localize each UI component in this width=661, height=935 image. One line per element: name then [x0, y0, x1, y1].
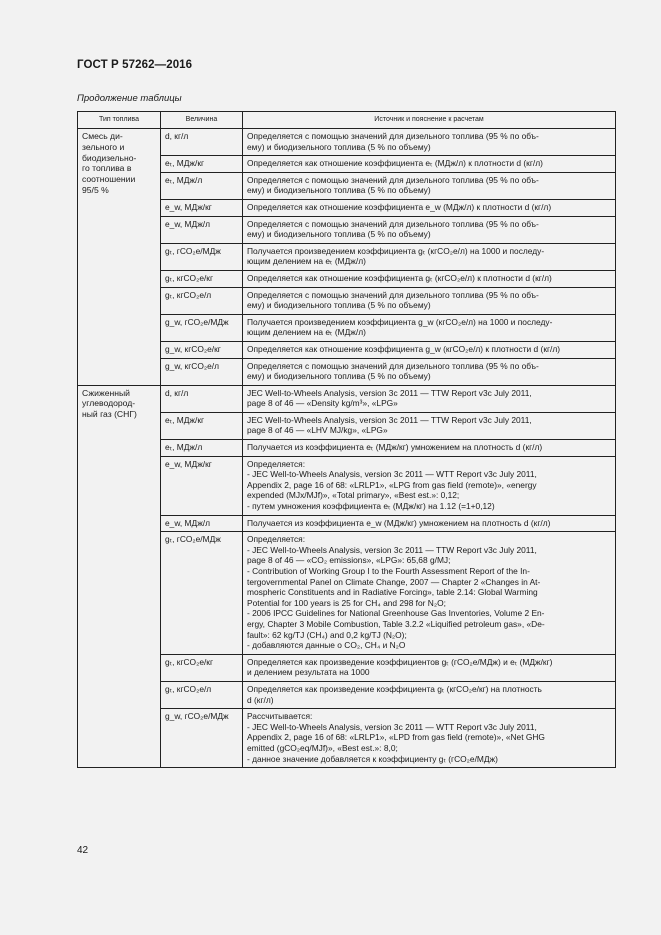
source-cell — [243, 654, 616, 681]
source-line: Appendix 2, page 16 of 68: «LRLP1», «LPG from gas field (remote)», «energy — [247, 479, 537, 490]
page-number: 42 — [77, 845, 89, 856]
source-line: JEC Well-to-Wheels Analysis, version 3c 2011 — TTW Report v3c July 2011, — [247, 387, 532, 398]
source-cell — [243, 129, 616, 156]
quantity-cell: g_w, кгCO₂е/л — [161, 358, 243, 385]
table-continuation-caption: Продолжение таблицы — [77, 93, 182, 104]
document-header: ГОСТ Р 57262—2016 — [77, 59, 193, 71]
fuel-type-line: соотношении — [82, 174, 136, 185]
quantity-cell: e_w, МДж/кг — [161, 456, 243, 515]
source-line: d (кг/л) — [247, 694, 274, 705]
source-cell — [243, 515, 616, 532]
source-cell — [243, 440, 616, 457]
source-line: Получается произведением коэффициента g_w (кгCO₂е/л) на 1000 и последу- — [247, 316, 553, 327]
fuel-type-line: Сжиженный — [82, 387, 130, 398]
source-line: Potential for 100 years is 25 for CH₄ and 298 for N₂O; — [247, 597, 446, 608]
table-header-row — [78, 112, 616, 129]
source-line: ющим делением на eₜ (МДж/л) — [247, 256, 366, 267]
source-line: Определяется: — [247, 534, 306, 545]
source-line: - Contribution of Working Group I to the Fourth Assessment Report of the In- — [247, 566, 530, 576]
source-line: ющим делением на eₜ (МДж/л) — [247, 327, 366, 338]
source-line: ему) и биодизельного топлива (5 % по объему) — [247, 185, 431, 196]
source-line: page 8 of 46 — «Density kg/m³», «LPG» — [247, 398, 398, 409]
quantity-cell: gₜ, кгCO₂е/кг — [161, 654, 243, 681]
quantity-cell: eₜ, МДж/кг — [161, 156, 243, 173]
source-line: - добавляются данные о CO₂, CH₄ и N₂O — [247, 640, 406, 651]
source-line: Определяется как отношение коэффициента e_w (МДж/л) к плотности d (кг/л) — [247, 201, 552, 212]
source-line: tergovernmental Panel on Climate Change, 2007 — Chapter 2 «Changes in At- — [247, 576, 541, 587]
quantity-cell: g_w, кгCO₂е/кг — [161, 341, 243, 358]
source-line: - путем умножения коэффициента eₜ (МДж/кг) на 1.12 (=1+0,12) — [247, 501, 495, 512]
fuel-type-line: Смесь ди- — [82, 131, 123, 141]
source-cell — [243, 456, 616, 515]
source-line: - JEC Well-to-Wheels Analysis, version 3c 2011 — TTW Report v3c July 2011, — [247, 544, 537, 555]
source-cell — [243, 156, 616, 173]
fuel-type-line: 95/5 % — [82, 184, 109, 195]
source-line: - JEC Well-to-Wheels Analysis, version 3c 2011 — WTT Report v3c July 2011, — [247, 469, 537, 480]
fuel-type-line: углеводород- — [82, 398, 136, 409]
source-cell — [243, 341, 616, 358]
quantity-cell: gₜ, кгCO₂е/кг — [161, 270, 243, 287]
source-line: - 2006 IPCC Guidelines for National Greenhouse Gas Inventories, Volume 2 En- — [247, 608, 545, 619]
source-line: Получается произведением коэффициента gₜ (кгCO₂е/л) на 1000 и последу- — [247, 245, 545, 256]
source-line: Определяется: — [247, 458, 306, 469]
table-row — [78, 129, 616, 156]
source-line: fault»: 62 kg/TJ (CH₄) and 0,2 kg/TJ (N₂O); — [247, 629, 407, 640]
source-line: expended (MJx/MJf)», «Total primary», «Best est.»: 0,12; — [247, 490, 460, 501]
source-line: Определяется с помощью значений для дизельного топлива (95 % по объ- — [247, 174, 539, 185]
source-cell — [243, 270, 616, 287]
source-cell — [243, 532, 616, 655]
source-line: page 8 of 46 — «CO₂ emissions», «LPG»: 65,68 g/MJ; — [247, 555, 451, 566]
source-line: Определяется как отношение коэффициента eₜ (МДж/л) к плотности d (кг/л) — [247, 158, 543, 169]
source-line: emitted (gCO₂eq/MJf)», «Best est.»: 8,0; — [247, 742, 398, 753]
source-line: Определяется с помощью значений для дизельного топлива (95 % по объ- — [247, 131, 539, 141]
source-line: Получается из коэффициента eₜ (МДж/кг) умножением на плотность d (кг/л) — [247, 442, 543, 453]
quantity-cell: e_w, МДж/кг — [161, 199, 243, 216]
source-line: - данное значение добавляется к коэффициенту gₜ (гCO₂е/МДж) — [247, 753, 498, 764]
source-line: Appendix 2, page 16 of 68: «LRLP1», «LPD from gas field (remote)», «Net GHG — [247, 732, 545, 743]
source-line: Определяется как отношение коэффициента gₜ (кгCO₂е/л) к плотности d (кг/л) — [247, 272, 552, 283]
column-header-fuel-type: Тип топлива — [78, 112, 161, 129]
source-line: ergy, Chapter 3 Mobile Combustion, Table 3.2.2 «Liquified petroleum gas», «De- — [247, 618, 545, 629]
quantity-cell: e_w, МДж/л — [161, 515, 243, 532]
source-line: Определяется как произведение коэффициентов gₜ (гCO₂е/МДж) и eₜ (МДж/кг) — [247, 656, 553, 667]
source-line: JEC Well-to-Wheels Analysis, version 3c 2011 — TTW Report v3c July 2011, — [247, 414, 532, 425]
source-line: ему) и биодизельного топлива (5 % по объему) — [247, 300, 431, 311]
source-cell — [243, 385, 616, 412]
fuel-type-line: зельного и — [82, 141, 125, 152]
source-line: Получается из коэффициента e_w (МДж/кг) умножением на плотность d (кг/л) — [247, 517, 551, 528]
table-row — [78, 385, 616, 412]
source-cell — [243, 199, 616, 216]
source-cell — [243, 412, 616, 439]
source-line: Рассчитывается: — [247, 711, 313, 722]
source-line: mospheric Constituents and in Radiative Forcing», table 2.14: Global Warming — [247, 587, 538, 598]
quantity-cell: e_w, МДж/л — [161, 216, 243, 243]
column-header-source: Источник и пояснение к расчетам — [243, 112, 616, 129]
quantity-cell: eₜ, МДж/кг — [161, 412, 243, 439]
quantity-cell: gₜ, гCO₂е/МДж — [161, 243, 243, 270]
source-cell — [243, 314, 616, 341]
quantity-cell: d, кг/л — [161, 129, 243, 156]
quantity-cell: d, кг/л — [161, 385, 243, 412]
source-cell — [243, 287, 616, 314]
source-line: ему) и биодизельного топлива (5 % по объему) — [247, 141, 431, 152]
fuel-type-line: го топлива в — [82, 163, 132, 174]
source-line: Определяется как произведение коэффициента gₜ (кгCO₂е/кг) на плотность — [247, 683, 542, 694]
quantity-cell: g_w, гCO₂е/МДж — [161, 314, 243, 341]
source-line: ему) и биодизельного топлива (5 % по объему) — [247, 229, 431, 240]
quantity-cell: gₜ, гCO₂е/МДж — [161, 532, 243, 655]
source-line: Определяется с помощью значений для дизельного топлива (95 % по объ- — [247, 218, 539, 229]
source-line: - JEC Well-to-Wheels Analysis, version 3c 2011 — WTT Report v3c July 2011, — [247, 721, 537, 732]
fuel-type-line: биодизельно- — [82, 152, 137, 163]
source-cell — [243, 172, 616, 199]
fuel-type-cell — [78, 385, 161, 767]
column-header-quantity: Величина — [161, 112, 243, 129]
source-line: page 8 of 46 — «LHV MJ/kg», «LPG» — [247, 425, 388, 436]
quantity-cell: gₜ, кгCO₂е/л — [161, 287, 243, 314]
fuel-type-line: ный газ (СНГ) — [82, 409, 137, 420]
source-cell — [243, 681, 616, 708]
source-line: Определяется как отношение коэффициента g_w (кгCO₂е/л) к плотности d (кг/л) — [247, 343, 561, 354]
table-body — [78, 129, 616, 768]
quantity-cell: eₜ, МДж/л — [161, 172, 243, 199]
source-cell — [243, 216, 616, 243]
quantity-cell: g_w, гCO₂е/МДж — [161, 709, 243, 768]
quantity-cell: eₜ, МДж/л — [161, 440, 243, 457]
fuel-type-cell — [78, 129, 161, 386]
source-cell — [243, 243, 616, 270]
source-line: ему) и биодизельного топлива (5 % по объему) — [247, 371, 431, 382]
quantity-cell: gₜ, кгCO₂е/л — [161, 681, 243, 708]
data-table — [77, 111, 616, 768]
source-cell — [243, 709, 616, 768]
source-line: Определяется с помощью значений для дизельного топлива (95 % по объ- — [247, 289, 539, 300]
source-line: Определяется с помощью значений для дизельного топлива (95 % по объ- — [247, 360, 539, 371]
source-line: и делением результата на 1000 — [247, 667, 370, 678]
source-cell — [243, 358, 616, 385]
